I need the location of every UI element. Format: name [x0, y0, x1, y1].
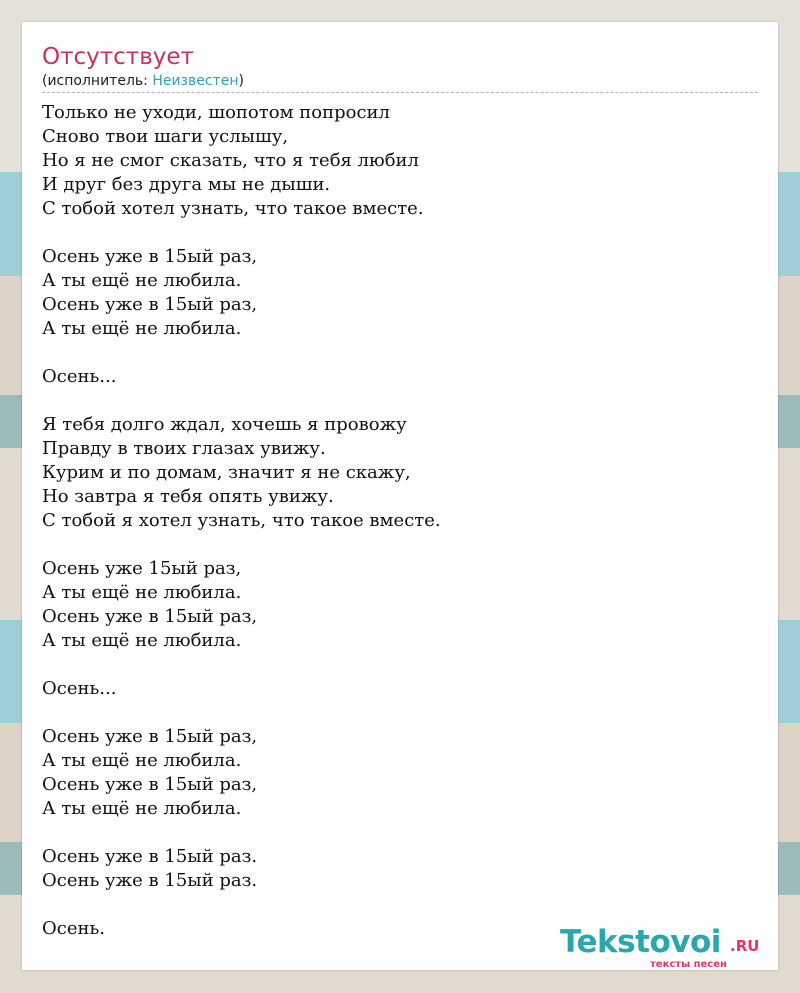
- tekstovoi-logo[interactable]: [560, 924, 770, 970]
- lyric-blank-line: [42, 533, 758, 557]
- lyric-line: А ты ещё не любила.: [42, 318, 242, 339]
- logo-wordmark: Tekstovoi: [560, 924, 721, 960]
- lyric-line: Осень уже в 15ый раз.: [42, 846, 258, 867]
- lyric-line: Осень уже в 15ый раз,: [42, 246, 258, 267]
- lyric-line: А ты ещё не любила.: [42, 630, 242, 651]
- lyric-line: Осень.: [42, 918, 106, 939]
- lyric-line: С тобой я хотел узнать, что такое вместе.: [42, 510, 441, 531]
- lyric-blank-line: [42, 389, 758, 413]
- lyric-blank-line: [42, 821, 758, 845]
- lyric-blank-line: [42, 893, 758, 917]
- lyric-line: Осень уже в 15ый раз,: [42, 726, 258, 747]
- lyric-line: Курим и по домам, значит я не скажу,: [42, 462, 411, 483]
- lyric-line: Осень...: [42, 678, 117, 699]
- lyric-line: С тобой хотел узнать, что такое вместе.: [42, 198, 424, 219]
- song-header: [42, 42, 758, 93]
- lyrics-text: [42, 101, 758, 941]
- lyric-line: Сново твои шаги услышу,: [42, 126, 289, 147]
- lyric-line: А ты ещё не любила.: [42, 270, 242, 291]
- lyric-blank-line: [42, 701, 758, 725]
- lyric-line: Но завтра я тебя опять увижу.: [42, 486, 334, 507]
- lyric-line: Осень уже 15ый раз,: [42, 558, 242, 579]
- lyric-line: А ты ещё не любила.: [42, 582, 242, 603]
- logo-tld: .RU: [730, 937, 760, 955]
- artist-link[interactable]: Неизвестен: [152, 73, 239, 89]
- lyric-blank-line: [42, 341, 758, 365]
- lyric-line: А ты ещё не любила.: [42, 750, 242, 771]
- lyric-line: Осень уже в 15ый раз,: [42, 774, 258, 795]
- song-title: Отсутствует: [42, 44, 194, 70]
- lyric-line: Осень уже в 15ый раз.: [42, 870, 258, 891]
- lyric-line: А ты ещё не любила.: [42, 798, 242, 819]
- artist-line: [42, 72, 758, 90]
- lyrics-card: [22, 22, 778, 970]
- lyric-blank-line: [42, 221, 758, 245]
- lyric-line: Только не уходи, шопотом попросил: [42, 102, 390, 123]
- lyric-line: Правду в твоих глазах увижу.: [42, 438, 326, 459]
- lyric-line: Осень уже в 15ый раз,: [42, 294, 258, 315]
- lyric-line: Осень...: [42, 366, 117, 387]
- lyric-blank-line: [42, 653, 758, 677]
- artist-suffix: ): [238, 73, 244, 89]
- lyric-line: Но я не смог сказать, что я тебя любил: [42, 150, 419, 171]
- lyric-line: Я тебя долго ждал, хочешь я провожу: [42, 414, 407, 435]
- lyric-line: И друг без друга мы не дыши.: [42, 174, 331, 195]
- lyric-line: Осень уже в 15ый раз,: [42, 606, 258, 627]
- artist-prefix: (исполнитель:: [42, 73, 153, 89]
- logo-tagline: тексты песен: [650, 959, 727, 970]
